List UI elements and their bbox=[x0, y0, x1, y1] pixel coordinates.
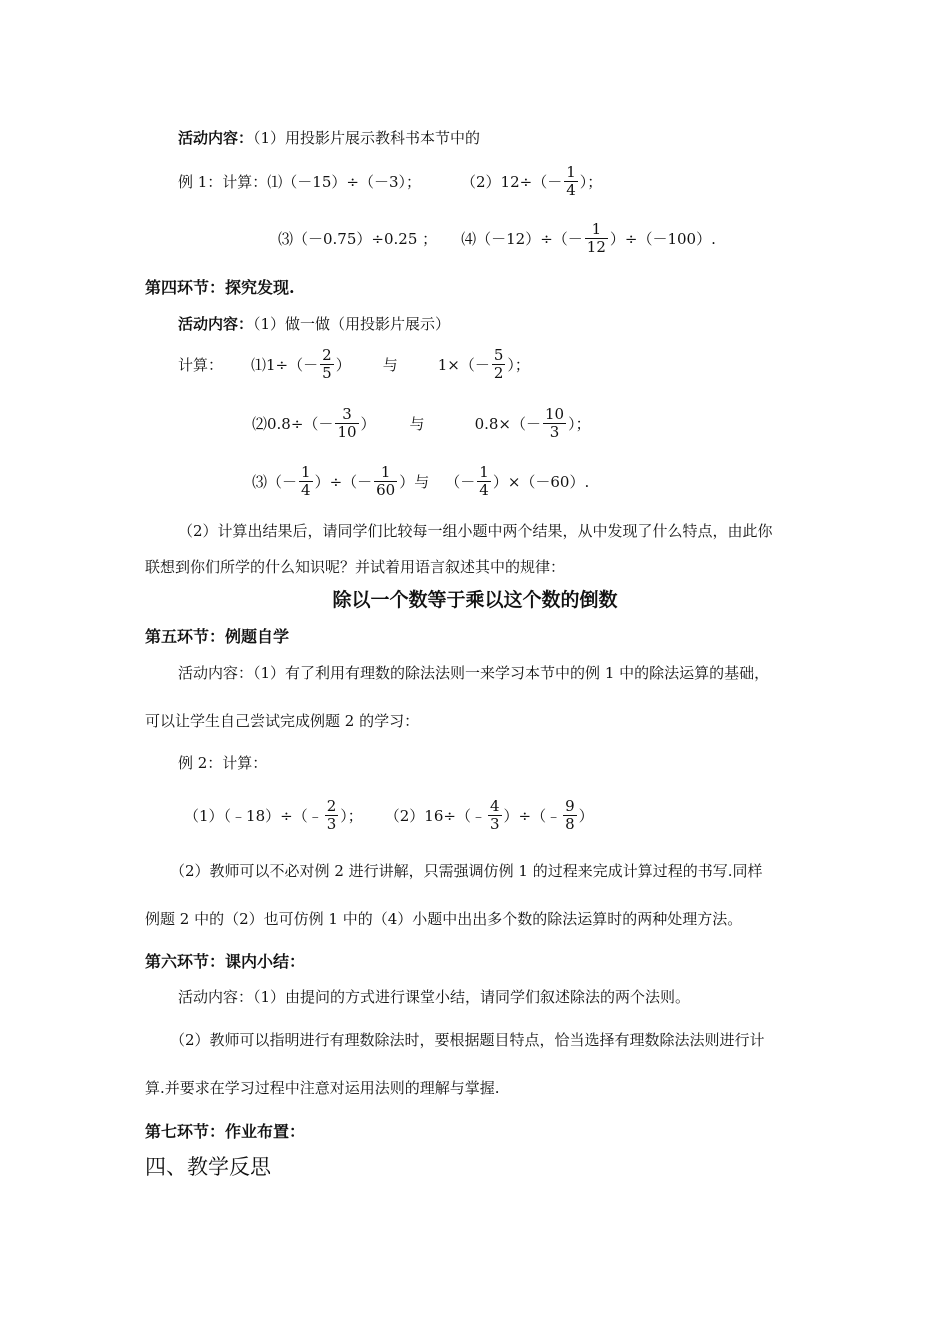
text: ⑶（－ bbox=[252, 472, 298, 491]
fraction: $\frac{3}{10}$ bbox=[337, 405, 357, 441]
activity-text: （1）做一做（用投影片展示） bbox=[253, 315, 451, 333]
text: （2）16÷（﹣ bbox=[384, 806, 486, 825]
text: 0.8×（－ bbox=[474, 414, 541, 433]
activity-label: 活动内容： bbox=[178, 315, 254, 333]
fraction: $\frac{2}{5}$ bbox=[322, 346, 332, 382]
section-7-heading: 第七环节：作业布置： bbox=[145, 1122, 306, 1141]
paragraph-6b: 例题 2 中的（2）也可仿例 1 中的（4）小题中出出多个数的除法运算时的两种处理方法。 bbox=[145, 910, 743, 928]
section-6-heading: 第六环节：课内小结： bbox=[145, 952, 306, 971]
paragraph-5a: 活动内容：（1）有了利用有理数的除法法则一来学习本节中的例 1 中的除法运算的基础， bbox=[178, 664, 770, 682]
calc-line-1 bbox=[178, 347, 530, 382]
text: ⑴1÷（－ bbox=[251, 355, 319, 374]
fraction: $\frac{1}{4}$ bbox=[566, 163, 576, 199]
calc-line-3 bbox=[252, 464, 589, 499]
text: ）×（－60）. bbox=[492, 472, 590, 491]
fraction: $\frac{1}{60}$ bbox=[376, 463, 396, 499]
text: （－ bbox=[445, 472, 476, 491]
fraction: $\frac{1}{4}$ bbox=[301, 463, 311, 499]
text: ⑵0.8÷（－ bbox=[252, 414, 334, 433]
text: ）； bbox=[568, 414, 591, 433]
example1-part1: 例 1：计算：⑴（－15）÷（－3）； bbox=[178, 172, 422, 191]
text: 1×（－ bbox=[437, 355, 490, 374]
paragraph-5b: 可以让学生自己尝试完成例题 2 的学习： bbox=[145, 712, 420, 730]
text: 与 bbox=[409, 414, 425, 433]
section-5-heading: 第五环节：例题自学 bbox=[145, 627, 290, 646]
text: ）÷（－ bbox=[314, 472, 373, 491]
fraction: $\frac{10}{3}$ bbox=[545, 405, 565, 441]
paragraph-2b: 联想到你们所学的什么知识呢？并试着用语言叙述其中的规律： bbox=[145, 558, 566, 576]
calc-line-2 bbox=[252, 406, 591, 441]
calc-label: 计算： bbox=[178, 355, 224, 374]
section-4-heading: 第四环节：探究发现. bbox=[145, 278, 295, 297]
paragraph-7b: （2）教师可以指明进行有理数除法时，要根据题目特点，恰当选择有理数除法法则进行计 bbox=[170, 1031, 765, 1049]
text: ）与 bbox=[399, 472, 430, 491]
text: ）÷（﹣ bbox=[503, 806, 562, 825]
example2-label: 例 2：计算： bbox=[178, 754, 268, 772]
fraction: $\frac{1}{12}$ bbox=[586, 220, 606, 256]
activity-line-1 bbox=[178, 128, 480, 148]
paragraph-7c: 算.并要求在学习过程中注意对运用法则的理解与掌握. bbox=[145, 1079, 500, 1097]
fraction: $\frac{5}{2}$ bbox=[493, 346, 504, 382]
text: ）； bbox=[579, 172, 603, 191]
text: ） bbox=[578, 806, 594, 825]
rule-title: 除以一个数等于乘以这个数的倒数 bbox=[332, 589, 618, 611]
text: 与 bbox=[382, 355, 398, 374]
example1-part4: ⑷（－12）÷（－ bbox=[461, 229, 583, 248]
example1-line-2 bbox=[278, 221, 716, 256]
fraction: $\frac{2}{3}$ bbox=[326, 797, 337, 833]
paragraph-7a: 活动内容：（1）由提问的方式进行课堂小结，请同学们叙述除法的两个法则。 bbox=[178, 988, 691, 1006]
paragraph-2a: （2）计算出结果后，请同学们比较每一组小题中两个结果，从中发现了什么特点，由此你 bbox=[178, 522, 773, 540]
fraction: $\frac{9}{8}$ bbox=[565, 797, 575, 833]
text: ）； bbox=[340, 806, 363, 825]
example1-line-1 bbox=[178, 164, 602, 199]
activity-line-4 bbox=[178, 314, 450, 334]
text: （1）（﹣18）÷（﹣ bbox=[184, 806, 323, 825]
text: ） bbox=[335, 355, 351, 374]
example1-part3: ⑶（－0.75）÷0.25 ； bbox=[278, 229, 438, 248]
paragraph-6a: （2）教师可以不必对例 2 进行讲解，只需强调仿例 1 的过程来完成计算过程的书写.同样 bbox=[170, 862, 763, 880]
example2-line bbox=[184, 798, 594, 833]
section-8-heading: 四、教学反思 bbox=[145, 1155, 271, 1179]
activity-label: 活动内容： bbox=[178, 129, 254, 147]
activity-text: （1）用投影片展示教科书本节中的 bbox=[253, 129, 481, 147]
text: ） bbox=[360, 414, 376, 433]
fraction: $\frac{4}{3}$ bbox=[489, 797, 500, 833]
text: ）； bbox=[507, 355, 530, 374]
example1-part2: （2）12÷（－ bbox=[461, 172, 563, 191]
fraction: $\frac{1}{4}$ bbox=[479, 463, 489, 499]
text: ）÷（－100）. bbox=[609, 229, 716, 248]
